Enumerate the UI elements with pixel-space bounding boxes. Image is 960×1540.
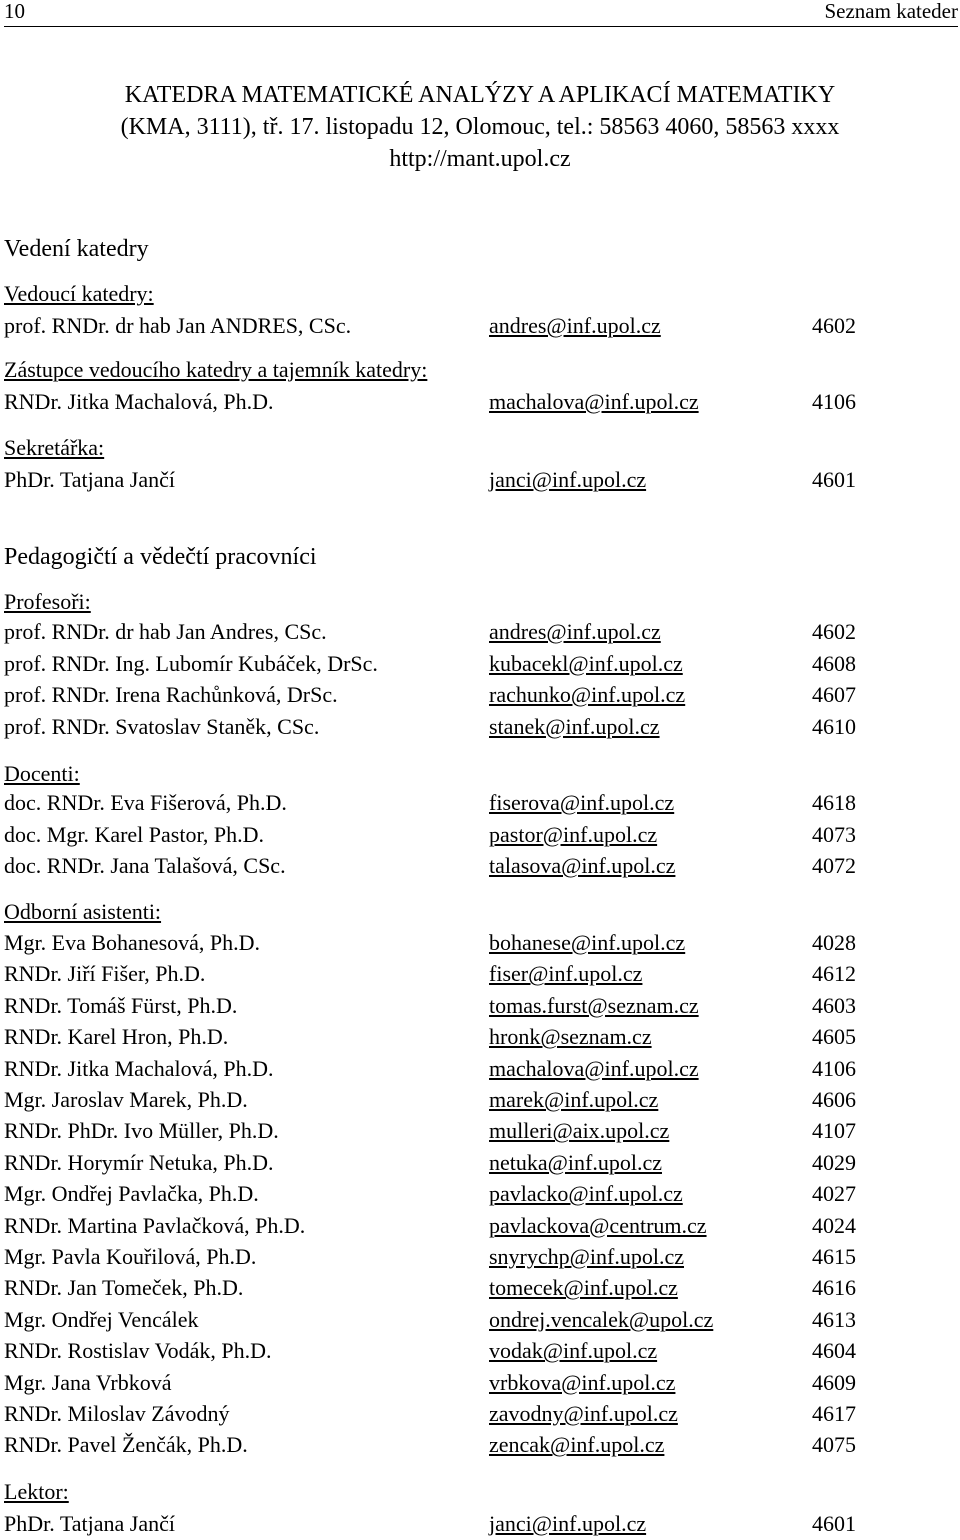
phone-extension: 4605 <box>812 1024 856 1050</box>
phone-extension: 4612 <box>812 961 856 987</box>
contact-row <box>0 1508 960 1540</box>
person-name: PhDr. Tatjana Jančí <box>4 467 175 492</box>
person-name: Mgr. Pavla Kouřilová, Ph.D. <box>4 1244 257 1269</box>
email-link[interactable]: kubacekl@inf.upol.cz <box>489 650 683 676</box>
email-link[interactable]: pastor@inf.upol.cz <box>489 821 658 847</box>
email-link[interactable]: hronk@seznam.cz <box>489 1024 652 1050</box>
phone-extension: 4604 <box>812 1338 856 1364</box>
contact-row <box>0 648 960 680</box>
phone-extension: 4603 <box>812 992 856 1018</box>
email-link[interactable]: marek@inf.upol.cz <box>489 1087 659 1112</box>
person-name: RNDr. Jiří Fišer, Ph.D. <box>4 961 206 987</box>
email-link[interactable]: pavlackova@centrum.cz <box>489 1212 707 1238</box>
lector-label: Lektor: <box>4 1479 69 1504</box>
contact-row <box>0 819 960 851</box>
contact-row <box>0 1210 960 1242</box>
person-name: RNDr. Jitka Machalová, Ph.D. <box>4 389 274 414</box>
phone-extension: 4617 <box>812 1401 856 1426</box>
person-name: RNDr. Martina Pavlačková, Ph.D. <box>4 1212 306 1238</box>
email-link[interactable]: rachunko@inf.upol.cz <box>489 682 686 707</box>
phone-extension: 4606 <box>812 1087 856 1112</box>
leadership-heading: Vedení katedry <box>4 236 149 262</box>
phone-extension: 4075 <box>812 1432 856 1458</box>
contact-row <box>0 1272 960 1304</box>
email-link[interactable]: netuka@inf.upol.cz <box>489 1149 662 1175</box>
email-link[interactable]: andres@inf.upol.cz <box>489 619 661 644</box>
phone-extension: 4609 <box>812 1369 856 1395</box>
contact-row <box>0 310 960 342</box>
person-name: PhDr. Tatjana Jančí <box>4 1511 175 1536</box>
phone-extension: 4607 <box>812 682 856 707</box>
contact-row <box>0 1304 960 1336</box>
email-link[interactable]: talasova@inf.upol.cz <box>489 853 676 878</box>
contact-row <box>0 679 960 711</box>
person-name: prof. RNDr. Ing. Lubomír Kubáček, DrSc. <box>4 650 378 676</box>
email-link[interactable]: tomecek@inf.upol.cz <box>489 1275 678 1301</box>
person-name: RNDr. Horymír Netuka, Ph.D. <box>4 1149 274 1175</box>
contact-row <box>0 1367 960 1399</box>
email-link[interactable]: fiserova@inf.upol.cz <box>489 790 675 815</box>
email-link[interactable]: machalova@inf.upol.cz <box>489 1055 699 1081</box>
email-link[interactable]: pavlacko@inf.upol.cz <box>489 1181 683 1207</box>
phone-extension: 4613 <box>812 1306 856 1332</box>
person-name: prof. RNDr. dr hab Jan Andres, CSc. <box>4 619 327 644</box>
staff-heading: Pedagogičtí a vědečtí pracovníci <box>4 544 317 570</box>
email-link[interactable]: snyrychp@inf.upol.cz <box>489 1244 684 1269</box>
header-rule <box>4 26 958 27</box>
contact-row <box>0 1241 960 1273</box>
department-title: KATEDRA MATEMATICKÉ ANALÝZY A APLIKACÍ MATEMATIKY <box>124 82 836 108</box>
email-link[interactable]: fiser@inf.upol.cz <box>489 961 643 987</box>
person-name: RNDr. Jan Tomeček, Ph.D. <box>4 1275 244 1301</box>
email-link[interactable]: vrbkova@inf.upol.cz <box>489 1369 676 1395</box>
person-name: prof. RNDr. Svatoslav Staněk, CSc. <box>4 713 320 739</box>
phone-extension: 4024 <box>812 1212 856 1238</box>
email-link[interactable]: zavodny@inf.upol.cz <box>489 1401 678 1426</box>
secretary-label: Sekretářka: <box>4 435 105 460</box>
phone-extension: 4106 <box>812 389 856 414</box>
contact-row <box>0 958 960 990</box>
contact-row <box>0 386 960 418</box>
phone-extension: 4029 <box>812 1149 856 1175</box>
page-number: 10 <box>4 0 25 23</box>
email-link[interactable]: mulleri@aix.upol.cz <box>489 1118 670 1144</box>
email-link[interactable]: tomas.furst@seznam.cz <box>489 992 699 1018</box>
person-name: RNDr. Jitka Machalová, Ph.D. <box>4 1055 274 1081</box>
running-header <box>4 0 958 24</box>
contact-row <box>0 1115 960 1147</box>
phone-extension: 4073 <box>812 821 856 847</box>
email-link[interactable]: bohanese@inf.upol.cz <box>489 930 686 955</box>
docents-label: Docenti: <box>4 761 80 786</box>
contact-row <box>0 616 960 648</box>
email-link[interactable]: janci@inf.upol.cz <box>489 1511 647 1536</box>
person-name: Mgr. Ondřej Vencálek <box>4 1306 199 1332</box>
contact-row <box>0 464 960 496</box>
contact-row <box>0 850 960 882</box>
contact-row <box>0 711 960 743</box>
phone-extension: 4072 <box>812 853 856 878</box>
person-name: Mgr. Jaroslav Marek, Ph.D. <box>4 1087 248 1112</box>
contact-row <box>0 1398 960 1430</box>
person-name: Mgr. Ondřej Pavlačka, Ph.D. <box>4 1181 259 1207</box>
person-name: Mgr. Eva Bohanesová, Ph.D. <box>4 930 261 955</box>
contact-row <box>0 1178 960 1210</box>
person-name: RNDr. Rostislav Vodák, Ph.D. <box>4 1338 272 1364</box>
contact-row <box>0 1147 960 1179</box>
person-name: Mgr. Jana Vrbková <box>4 1369 172 1395</box>
email-link[interactable]: andres@inf.upol.cz <box>489 313 661 338</box>
phone-extension: 4106 <box>812 1055 856 1081</box>
phone-extension: 4601 <box>812 467 856 492</box>
phone-extension: 4618 <box>812 790 856 815</box>
running-title: Seznam kateder <box>824 0 958 23</box>
email-link[interactable]: stanek@inf.upol.cz <box>489 713 660 739</box>
department-address: (KMA, 3111), tř. 17. listopadu 12, Olomouc, tel.: 58563 4060, 58563 xxxx <box>120 114 840 140</box>
contact-row <box>0 1335 960 1367</box>
phone-extension: 4601 <box>812 1511 856 1536</box>
email-link[interactable]: ondrej.vencalek@upol.cz <box>489 1306 714 1332</box>
phone-extension: 4616 <box>812 1275 856 1301</box>
contact-row <box>0 1053 960 1085</box>
phone-extension: 4027 <box>812 1181 856 1207</box>
email-link[interactable]: vodak@inf.upol.cz <box>489 1338 658 1364</box>
phone-extension: 4107 <box>812 1118 856 1144</box>
person-name: RNDr. Karel Hron, Ph.D. <box>4 1024 229 1050</box>
person-name: RNDr. Tomáš Fürst, Ph.D. <box>4 992 238 1018</box>
phone-extension: 4610 <box>812 713 856 739</box>
email-link[interactable]: zencak@inf.upol.cz <box>489 1432 665 1458</box>
phone-extension: 4028 <box>812 930 856 955</box>
head-label: Vedoucí katedry: <box>4 281 154 306</box>
person-name: doc. RNDr. Jana Talašová, CSc. <box>4 853 286 878</box>
person-name: prof. RNDr. dr hab Jan ANDRES, CSc. <box>4 313 352 338</box>
contact-row <box>0 927 960 959</box>
person-name: doc. RNDr. Eva Fišerová, Ph.D. <box>4 790 287 815</box>
phone-extension: 4608 <box>812 650 856 676</box>
person-name: RNDr. Pavel Ženčák, Ph.D. <box>4 1432 248 1458</box>
assistants-label: Odborní asistenti: <box>4 899 162 924</box>
department-website: http://mant.upol.cz <box>389 146 571 172</box>
phone-extension: 4602 <box>812 313 856 338</box>
email-link[interactable]: janci@inf.upol.cz <box>489 467 647 492</box>
phone-extension: 4615 <box>812 1244 856 1269</box>
email-link[interactable]: machalova@inf.upol.cz <box>489 389 699 414</box>
deputy-label: Zástupce vedoucího katedry a tajemník katedry: <box>4 357 428 382</box>
person-name: RNDr. Miloslav Závodný <box>4 1401 230 1426</box>
contact-row <box>0 1021 960 1053</box>
contact-row <box>0 990 960 1022</box>
contact-row <box>0 787 960 819</box>
contact-row <box>0 1429 960 1461</box>
person-name: prof. RNDr. Irena Rachůnková, DrSc. <box>4 682 338 707</box>
professors-label: Profesoři: <box>4 589 91 614</box>
person-name: doc. Mgr. Karel Pastor, Ph.D. <box>4 821 265 847</box>
contact-row <box>0 1084 960 1116</box>
phone-extension: 4602 <box>812 619 856 644</box>
person-name: RNDr. PhDr. Ivo Müller, Ph.D. <box>4 1118 279 1144</box>
